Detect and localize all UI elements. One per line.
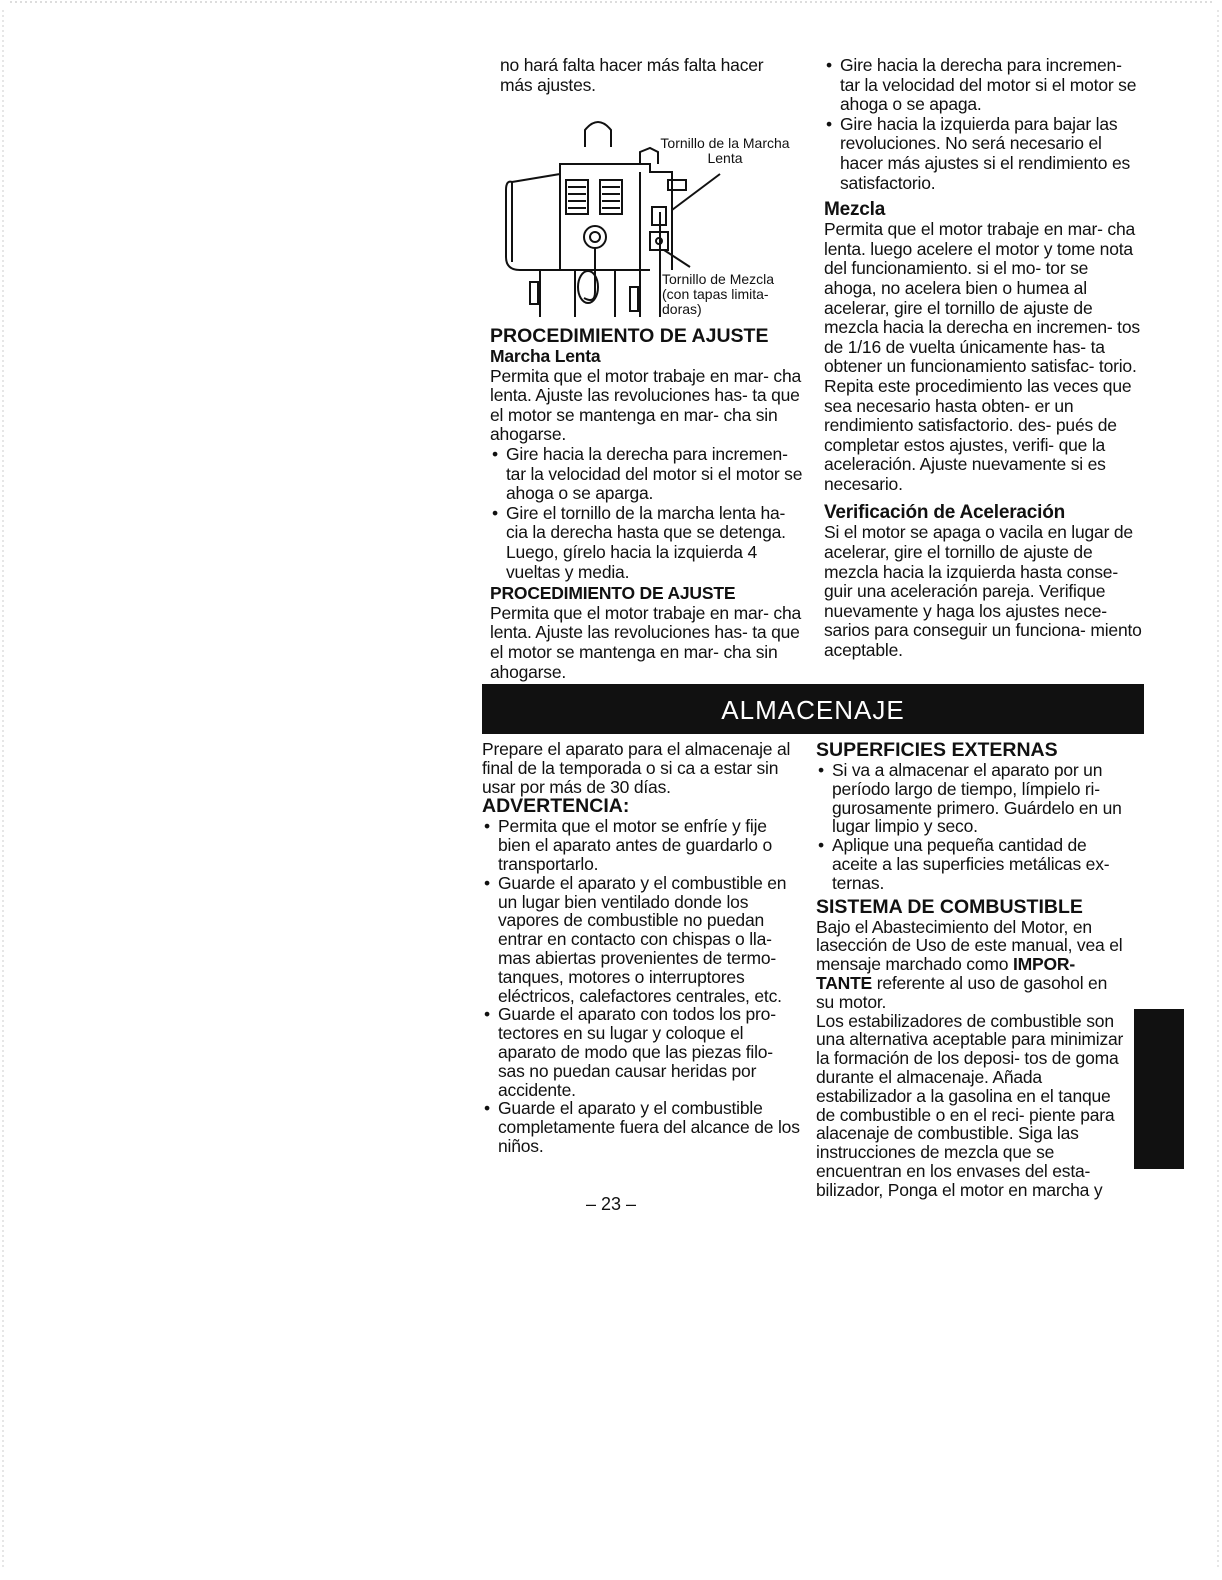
list-item: • Aplique una pequeña cantidad de aceite a las superficies metálicas ex- ternas. (816, 836, 1126, 892)
storage-left-column (482, 740, 800, 1156)
procedure2-body: Permita que el motor trabaje en mar- cha lenta. Ajuste las revoluciones has- ta que el motor se mantenga en mar- cha sin ahogarse. (490, 602, 802, 682)
list-item: • Gire hacia la derecha para incremen- tar la velocidad del motor si el motor se ahoga o se apaga. (824, 56, 1142, 115)
list-item: • Gire el tornillo de la marcha lenta ha- cia la derecha hasta que se detenga. Luego, gírelo hacia la izquierda 4 vueltas y media. (490, 504, 808, 582)
fuel-heading: SISTEMA DE COMBUSTIBLE (816, 895, 1083, 918)
page-number: – 23 – (585, 1194, 637, 1214)
warning-heading: ADVERTENCIA: (482, 795, 630, 818)
section-banner-almacenaje: ALMACENAJE (482, 684, 1144, 734)
left-column-procedures (490, 326, 808, 682)
storage-right-column (816, 740, 1126, 1200)
left-column-top (500, 56, 800, 95)
intro-line-1: no hará falta hacer más falta hacer (500, 55, 764, 75)
warning-bullets (482, 817, 800, 1155)
list-item: • Gire hacia la derecha para incremen- tar la velocidad del motor si el motor se ahoga o se aparga. (490, 445, 808, 504)
list-item: • Guarde el aparato con todos los pro- tectores en su lugar y coloque el aparato de modo que las piezas filo- sas no puedan causar heridas por accidente. (482, 1005, 800, 1099)
verificacion-body: Si el motor se apaga o vacila en lugar de acelerar, gire el tornillo de ajuste de mezcla hacia la izquierda hasta conse- guir una aceleración pareja. Verifique nuevamente y haga los ajustes nece- sarios para conseguir un funciona- miento aceptable. (824, 522, 1142, 661)
procedure1-subheading: Marcha Lenta (490, 346, 601, 366)
mixture-screw-label: Tornillo de Mezcla (con tapas limita- doras) (662, 271, 775, 317)
fuel-paragraph-2: Los estabilizadores de combustible son una alternativa aceptable para minimizar la formación de los deposi- tos de goma durante el almacenaje. Añada estabilizador a la gasolina en el tanque de combustible o en el reci- piente para alacenaje de combustible. Siga las instrucciones de mezcla que se encuentran en los envases del esta- bilizador, Ponga el motor en marcha y (816, 1010, 1124, 1200)
idle-screw-label: Tornillo de la Marcha Lenta (660, 135, 790, 166)
storage-intro: Prepare el aparato para el almacenaje al final de la temporada o si ca a estar sin usar por más de 30 días. (482, 739, 791, 797)
fuel-paragraph-1: Bajo el Abastecimiento del Motor, en lasección de Uso de este manual, vea el mensaje marchado como IMPOR- TANTE referente al uso de gasohol en su motor. (816, 916, 1123, 1012)
procedure1-heading: PROCEDIMIENTO DE AJUSTE (490, 325, 769, 347)
verificacion-heading: Verificación de Aceleración (824, 502, 1066, 524)
procedure2-heading: PROCEDIMIENTO DE AJUSTE (490, 583, 736, 604)
procedure1-body: Permita que el motor trabaje en mar- cha lenta. Ajuste las revoluciones has- ta que el motor se mantenga en mar- cha sin ahogarse. (490, 365, 802, 445)
surfaces-heading: SUPERFICIES EXTERNAS (816, 739, 1058, 761)
list-item: • Si va a almacenar el aparato por un período largo de tiempo, límpielo ri- gurosamente primero. Guárdelo en un lugar limpio y seco. (816, 761, 1126, 836)
carburetor-figure (500, 112, 800, 327)
list-item: • Gire hacia la izquierda para bajar las revoluciones. No será necesario el hacer más ajustes si el rendimiento es satisfactorio. (824, 115, 1142, 193)
right-column-top (824, 56, 1142, 661)
procedure1-bullets (490, 445, 808, 582)
intro-line-2: más ajustes. (500, 74, 596, 95)
list-item: • Permita que el motor se enfríe y fije bien el aparato antes de guardarlo o transportarlo. (482, 817, 800, 873)
right-top-bullets (824, 56, 1142, 193)
mezcla-heading: Mezcla (824, 199, 886, 221)
list-item: • Guarde el aparato y el combustible completamente fuera del alcance de los niños. (482, 1099, 800, 1155)
surfaces-bullets (816, 761, 1126, 893)
list-item: • Guarde el aparato y el combustible en un lugar bien ventilado donde los vapores de combustible no puedan entrar en contacto con chispas o lla- mas abiertas provenientes de termo- tanques, motores o interruptores eléctricos, calefactores centrales, etc. (482, 874, 800, 1006)
section-side-tab (1134, 1009, 1184, 1169)
mezcla-body: Permita que el motor trabaje en mar- cha lenta. luego acelere el motor y tome nota del funcionamiento. si el mo- tor se ahoga, no acelera bien o humea al acelerar, gire el tornillo de ajuste de mezcla hacia la derecha en incremen- tos de 1/16 de vuelta únicamente has- ta obtener un funcionamiento satisfac- torio. Repita este procedimiento las veces que sea necesario hasta obten- er un rendimiento satisfactorio. des- pués de completar estos ajustes, verifi- que la aceleración. Ajuste nuevamente si es necesario. (824, 219, 1140, 494)
